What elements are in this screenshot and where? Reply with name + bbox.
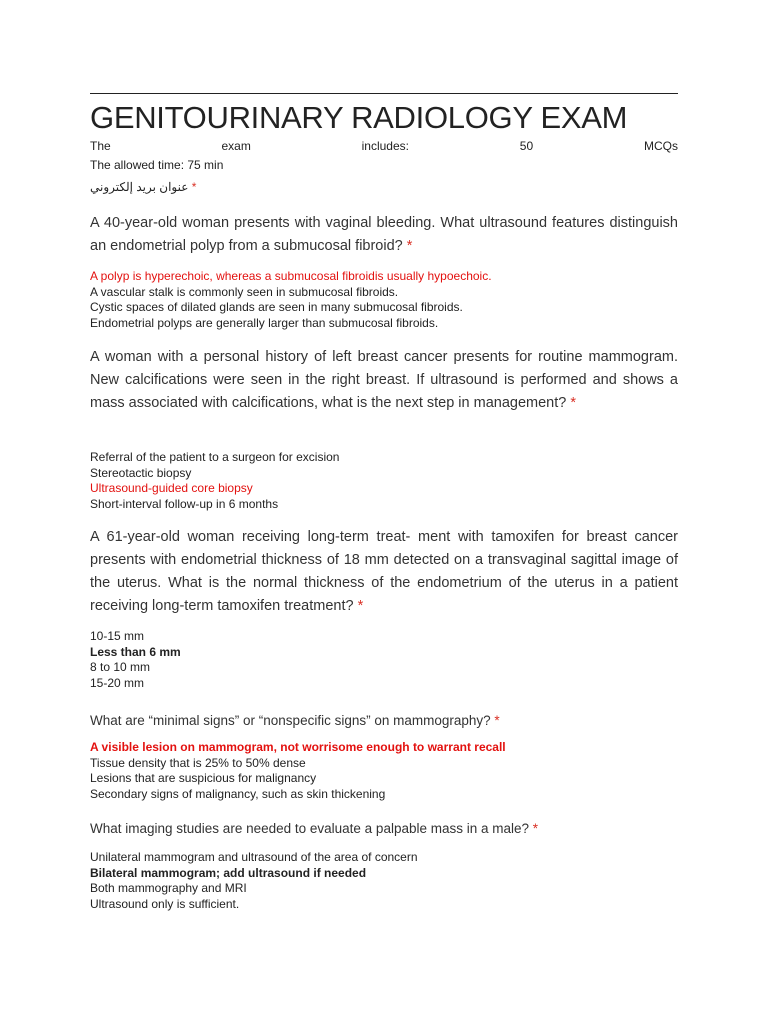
option[interactable]: A vascular stalk is commonly seen in submucosal fibroids. [90,284,399,299]
required-marker: * [406,238,413,254]
question-3-options [90,629,678,691]
option[interactable]: Secondary signs of malignancy, such as skin thickening [90,786,386,801]
option[interactable]: Short-interval follow-up in 6 months [90,496,279,511]
includes-word: 50 [519,139,534,153]
option[interactable]: Referral of the patient to a surgeon for excision [90,450,340,464]
required-marker: * [494,713,500,728]
page-title: GENITOURINARY RADIOLOGY EXAM [90,100,628,135]
option[interactable]: 15-20 mm [90,675,145,690]
option-correct[interactable]: Ultrasound-guided core biopsy [90,481,253,495]
exam-includes-line [90,138,678,154]
option[interactable]: Lesions that are suspicious for malignancy [90,771,317,785]
question-text: A woman with a personal history of left breast cancer presents for routine mammogram. New calcifications were seen in the right breast. If ultrasound is performed and shows a mass associated with calcifications, what is the next step in management? [90,349,678,411]
question-1-options [90,269,678,331]
question-5-options [90,850,678,912]
question-4 [90,709,678,732]
option[interactable]: Ultrasound only is sufficient. [90,896,240,911]
required-marker: * [570,395,577,411]
required-marker: * [191,180,197,194]
option[interactable]: Tissue density that is 25% to 50% dense [90,755,306,770]
question-text: A 61-year-old woman receiving long-term treat- ment with tamoxifen for breast cancer presents with endometrial thickness of 18 mm detected on a transvaginal sagittal image of the uterus. What is the normal thickness of the endometrium of the uterus in a patient receiving long-term tamoxifen treatment? [90,529,678,614]
question-5 [90,817,678,840]
question-text: What imaging studies are needed to evaluate a palpable mass in a male? [90,821,530,836]
question-text: A 40-year-old woman presents with vaginal bleeding. What ultrasound features distinguish an endometrial polyp from a submucosal fibroid? [90,215,678,254]
allowed-time: The allowed time: 75 min [90,158,224,172]
email-field-label [90,179,196,195]
required-marker: * [357,598,364,614]
includes-word: includes: [361,139,409,153]
option[interactable]: Cystic spaces of dilated glands are seen in many submucosal fibroids. [90,300,463,314]
includes-word: The [90,139,111,153]
top-divider [90,93,678,94]
question-3 [90,526,678,618]
option[interactable]: 10-15 mm [90,629,145,643]
option[interactable]: Stereotactic biopsy [90,465,192,480]
option-correct[interactable]: A visible lesion on mammogram, not worrisome enough to warrant recall [90,740,506,754]
question-1 [90,212,678,258]
option[interactable]: 8 to 10 mm [90,660,151,674]
option-correct[interactable]: Less than 6 mm [90,644,181,659]
question-2-options [90,450,678,512]
option[interactable]: Endometrial polyps are generally larger than submucosal fibroids. [90,315,439,330]
required-marker: * [532,821,539,836]
email-label-text: عنوان بريد إلكتروني [90,180,189,194]
question-4-options [90,740,678,802]
option-correct[interactable]: Bilateral mammogram; add ultrasound if needed [90,865,367,880]
option[interactable]: Both mammography and MRI [90,881,247,895]
includes-word: MCQs [643,139,678,153]
option-correct[interactable]: A polyp is hyperechoic, whereas a submucosal fibroidis usually hypoechoic. [90,269,492,283]
question-text: What are “minimal signs” or “nonspecific signs” on mammography? [90,713,491,728]
option[interactable]: Unilateral mammogram and ultrasound of the area of concern [90,850,418,864]
includes-word: exam [221,139,251,153]
question-2 [90,346,678,415]
